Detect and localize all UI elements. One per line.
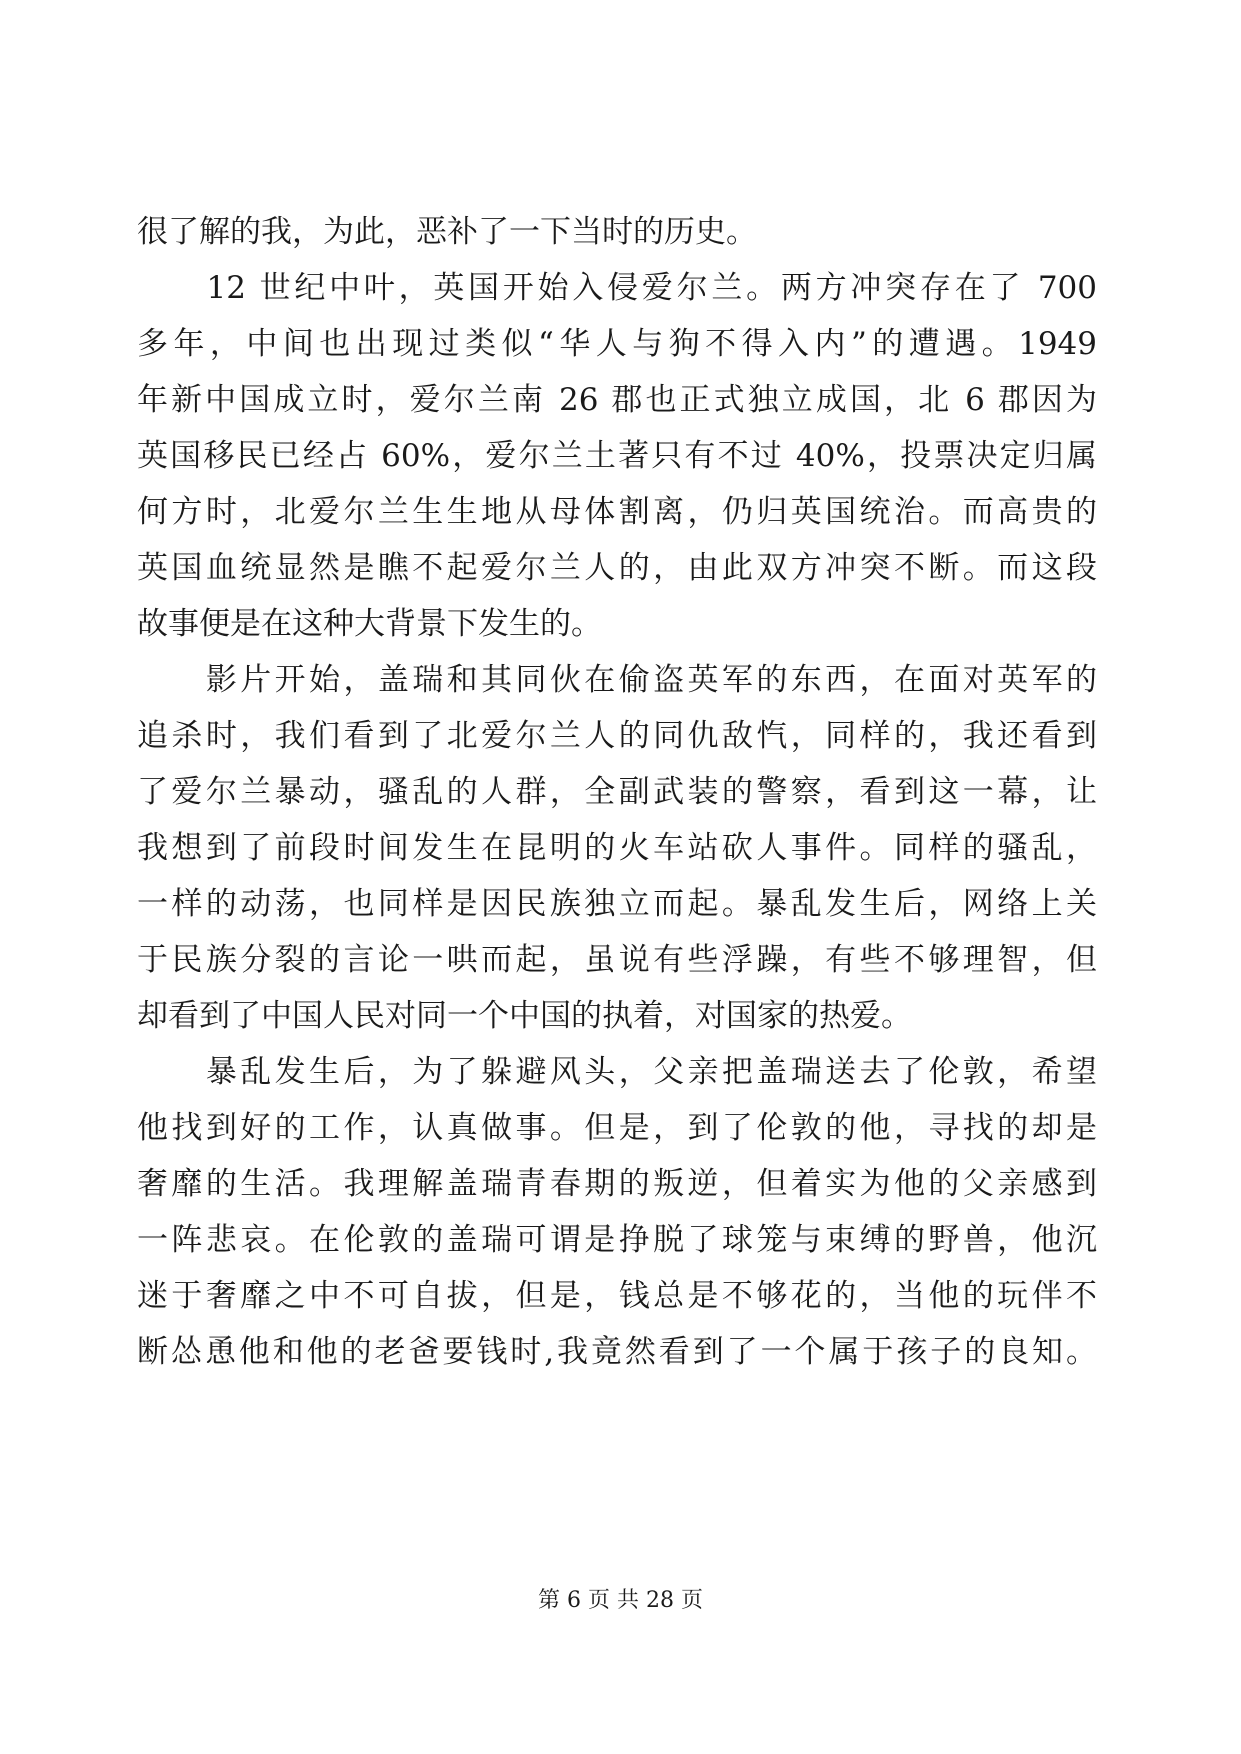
text-line: 却看到了中国人民对同一个中国的执着，对国家的热爱。: [137, 998, 912, 1034]
text-line: 他找到好的工作，认真做事。但是，到了伦敦的他，寻找的却是: [137, 1110, 1097, 1146]
text-line: 追杀时，我们看到了北爱尔兰人的同仇敌忾，同样的，我还看到: [137, 718, 1097, 754]
text-line: 影片开始，盖瑞和其同伙在偷盗英军的东西，在面对英军的: [137, 662, 1097, 698]
text-line: 我想到了前段时间发生在昆明的火车站砍人事件。同样的骚乱，: [137, 830, 1097, 866]
page-footer: 第 6 页 共 28 页: [538, 1588, 703, 1613]
text-line: 故事便是在这种大背景下发生的。: [137, 606, 602, 642]
text-line: 英国移民已经占 60%，爱尔兰土著只有不过 40%，投票决定归属: [137, 438, 1097, 474]
text-line: 暴乱发生后，为了躲避风头，父亲把盖瑞送去了伦敦，希望: [137, 1054, 1097, 1090]
text-line: 奢靡的生活。我理解盖瑞青春期的叛逆，但着实为他的父亲感到: [137, 1166, 1097, 1202]
text-line: 一阵悲哀。在伦敦的盖瑞可谓是挣脱了球笼与束缚的野兽，他沉: [137, 1222, 1097, 1258]
text-line: 断怂恿他和他的老爸要钱时,我竟然看到了一个属于孩子的良知。: [137, 1334, 1097, 1370]
text-line: 多年，中间也出现过类似“华人与狗不得入内”的遭遇。1949: [137, 326, 1097, 362]
text-line: 了爱尔兰暴动，骚乱的人群，全副武装的警察，看到这一幕，让: [137, 774, 1097, 810]
text-line: 迷于奢靡之中不可自拔，但是，钱总是不够花的，当他的玩伴不: [137, 1278, 1097, 1314]
text-line: 年新中国成立时，爱尔兰南 26 郡也正式独立成国，北 6 郡因为: [137, 382, 1097, 418]
text-line: 很了解的我，为此，恶补了一下当时的历史。: [137, 214, 757, 250]
text-line: 英国血统显然是瞧不起爱尔兰人的，由此双方冲突不断。而这段: [137, 550, 1097, 586]
text-line: 12 世纪中叶，英国开始入侵爱尔兰。两方冲突存在了 700: [137, 270, 1097, 306]
text-line: 何方时，北爱尔兰生生地从母体割离，仍归英国统治。而高贵的: [137, 494, 1097, 530]
text-line: 一样的动荡，也同样是因民族独立而起。暴乱发生后，网络上关: [137, 886, 1097, 922]
text-line: 于民族分裂的言论一哄而起，虽说有些浮躁，有些不够理智，但: [137, 942, 1097, 978]
